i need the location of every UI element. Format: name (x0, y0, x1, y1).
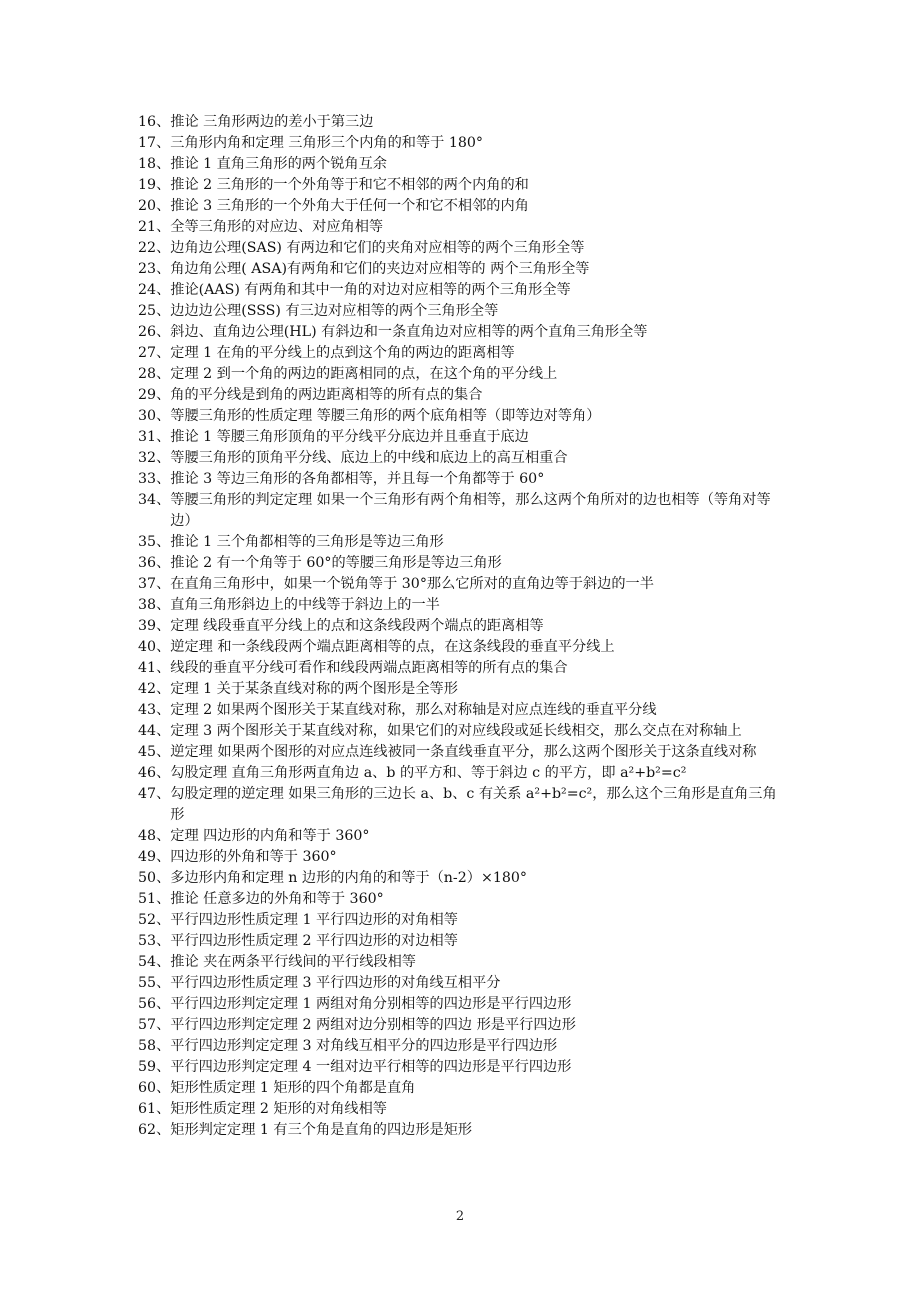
theorem-text: 线段的垂直平分线可看作和线段两端点距离相等的所有点的集合 (170, 660, 568, 676)
theorem-item: 32 、 等腰三角形的顶角平分线、底边上的中线和底边上的高互相重合 (138, 448, 788, 469)
theorem-number: 59 (138, 1059, 157, 1075)
theorem-item: 38 、 直角三角形斜边上的中线等于斜边上的一半 (138, 595, 788, 616)
theorem-item: 35 、 推论 1 三个角都相等的三角形是等边三角形 (138, 532, 788, 553)
theorem-number: 46 (138, 765, 157, 781)
theorem-number: 47 (138, 786, 157, 802)
theorem-item: 31 、 推论 1 等腰三角形顶角的平分线平分底边并且垂直于底边 (138, 427, 788, 448)
theorem-item: 61 、 矩形性质定理 2 矩形的对角线相等 (138, 1099, 788, 1120)
theorem-text: 角边角公理( ASA)有两角和它们的夹边对应相等的 两个三角形全等 (170, 261, 590, 277)
theorem-item: 42 、 定理 1 关于某条直线对称的两个图形是全等形 (138, 679, 788, 700)
theorem-item: 28 、 定理 2 到一个角的两边的距离相同的点，在这个角的平分线上 (138, 364, 788, 385)
theorem-number: 58 (138, 1038, 157, 1054)
theorem-item: 18 、 推论 1 直角三角形的两个锐角互余 (138, 154, 788, 175)
theorem-text: 四边形的外角和等于 360° (170, 849, 337, 865)
theorem-number: 23 (138, 261, 157, 277)
theorem-item: 29 、 角的平分线是到角的两边距离相等的所有点的集合 (138, 385, 788, 406)
page-number: 2 (455, 1209, 465, 1224)
theorem-text: 定理 3 两个图形关于某直线对称，如果它们的对应线段或延长线相交，那么交点在对称轴上 (170, 723, 742, 739)
theorem-number: 62 (138, 1122, 157, 1138)
theorem-item: 25 、 边边边公理(SSS) 有三边对应相等的两个三角形全等 (138, 301, 788, 322)
theorem-number: 20 (138, 198, 157, 214)
theorem-number: 60 (138, 1080, 157, 1096)
theorem-item: 47 、 勾股定理的逆定理 如果三角形的三边长 a、b、c 有关系 a²+b²=c²，那么这个三角形是直角三角形 (138, 784, 788, 826)
theorem-text: 平行四边形性质定理 2 平行四边形的对边相等 (170, 933, 458, 949)
theorem-number: 44 (138, 723, 157, 739)
theorem-number: 49 (138, 849, 157, 865)
theorem-text: 平行四边形判定定理 1 两组对角分别相等的四边形是平行四边形 (170, 996, 572, 1012)
theorem-text: 定理 1 关于某条直线对称的两个图形是全等形 (170, 681, 458, 697)
theorem-number: 28 (138, 366, 157, 382)
theorem-text: 逆定理 和一条线段两个端点距离相等的点，在这条线段的垂直平分线上 (170, 639, 615, 655)
theorem-item: 33 、 推论 3 等边三角形的各角都相等，并且每一个角都等于 60° (138, 469, 788, 490)
theorem-item: 49 、 四边形的外角和等于 360° (138, 847, 788, 868)
theorem-number: 27 (138, 345, 157, 361)
theorem-number: 39 (138, 618, 157, 634)
theorem-text: 斜边、直角边公理(HL) 有斜边和一条直角边对应相等的两个直角三角形全等 (170, 324, 648, 340)
theorem-item: 37 、 在直角三角形中，如果一个锐角等于 30°那么它所对的直角边等于斜边的一半 (138, 574, 788, 595)
theorem-number: 54 (138, 954, 157, 970)
theorem-number: 42 (138, 681, 157, 697)
theorem-number: 30 (138, 408, 157, 424)
theorem-item: 51 、 推论 任意多边的外角和等于 360° (138, 889, 788, 910)
theorem-number: 41 (138, 660, 157, 676)
theorem-item: 50 、 多边形内角和定理 n 边形的内角的和等于（n-2）×180° (138, 868, 788, 889)
theorem-number: 37 (138, 576, 157, 592)
theorem-number: 61 (138, 1101, 157, 1117)
theorem-item: 21 、 全等三角形的对应边、对应角相等 (138, 217, 788, 238)
theorem-text: 多边形内角和定理 n 边形的内角的和等于（n-2）×180° (170, 870, 528, 886)
theorem-number: 45 (138, 744, 157, 760)
theorem-number: 24 (138, 282, 157, 298)
theorem-number: 43 (138, 702, 157, 718)
theorem-text: 推论 任意多边的外角和等于 360° (170, 891, 384, 907)
theorem-number: 50 (138, 870, 157, 886)
theorem-text: 等腰三角形的判定定理 如果一个三角形有两个角相等，那么这两个角所对的边也相等（等角对等边） (170, 492, 771, 529)
theorem-text: 定理 2 到一个角的两边的距离相同的点，在这个角的平分线上 (170, 366, 558, 382)
theorem-text: 矩形性质定理 2 矩形的对角线相等 (170, 1101, 387, 1117)
theorem-text: 逆定理 如果两个图形的对应点连线被同一条直线垂直平分，那么这两个图形关于这条直线对称 (170, 744, 757, 760)
theorem-text: 推论 1 等腰三角形顶角的平分线平分底边并且垂直于底边 (170, 429, 529, 445)
theorem-text: 在直角三角形中，如果一个锐角等于 30°那么它所对的直角边等于斜边的一半 (170, 576, 654, 592)
theorem-number: 21 (138, 219, 157, 235)
theorem-item: 34 、 等腰三角形的判定定理 如果一个三角形有两个角相等，那么这两个角所对的边也相等（等角对等边） (138, 490, 788, 532)
theorem-text: 勾股定理 直角三角形两直角边 a、b 的平方和、等于斜边 c 的平方，即 a²+b²=c² (170, 765, 687, 781)
theorem-number: 56 (138, 996, 157, 1012)
theorem-text: 推论(AAS) 有两角和其中一角的对边对应相等的两个三角形全等 (170, 282, 571, 298)
theorem-item: 60 、 矩形性质定理 1 矩形的四个角都是直角 (138, 1078, 788, 1099)
theorem-item: 36 、 推论 2 有一个角等于 60°的等腰三角形是等边三角形 (138, 553, 788, 574)
theorem-item: 56 、 平行四边形判定定理 1 两组对角分别相等的四边形是平行四边形 (138, 994, 788, 1015)
theorem-text: 推论 夹在两条平行线间的平行线段相等 (170, 954, 416, 970)
theorem-text: 全等三角形的对应边、对应角相等 (170, 219, 384, 235)
theorem-number: 52 (138, 912, 157, 928)
theorem-item: 41 、 线段的垂直平分线可看作和线段两端点距离相等的所有点的集合 (138, 658, 788, 679)
theorem-text: 角的平分线是到角的两边距离相等的所有点的集合 (170, 387, 483, 403)
theorem-list (138, 112, 788, 1141)
theorem-text: 直角三角形斜边上的中线等于斜边上的一半 (170, 597, 440, 613)
theorem-text: 推论 3 三角形的一个外角大于任何一个和它不相邻的内角 (170, 198, 529, 214)
theorem-item: 46 、 勾股定理 直角三角形两直角边 a、b 的平方和、等于斜边 c 的平方，即 a²+b²=c² (138, 763, 788, 784)
theorem-item: 30 、 等腰三角形的性质定理 等腰三角形的两个底角相等（即等边对等角） (138, 406, 788, 427)
theorem-text: 推论 3 等边三角形的各角都相等，并且每一个角都等于 60° (170, 471, 545, 487)
theorem-item: 27 、 定理 1 在角的平分线上的点到这个角的两边的距离相等 (138, 343, 788, 364)
theorem-item: 48 、 定理 四边形的内角和等于 360° (138, 826, 788, 847)
theorem-item: 62 、 矩形判定定理 1 有三个角是直角的四边形是矩形 (138, 1120, 788, 1141)
theorem-item: 44 、 定理 3 两个图形关于某直线对称，如果它们的对应线段或延长线相交，那么交点在对称轴上 (138, 721, 788, 742)
theorem-text: 平行四边形判定定理 2 两组对边分别相等的四边 形是平行四边形 (170, 1017, 576, 1033)
theorem-text: 矩形性质定理 1 矩形的四个角都是直角 (170, 1080, 416, 1096)
theorem-text: 平行四边形判定定理 4 一组对边平行相等的四边形是平行四边形 (170, 1059, 572, 1075)
theorem-item: 52 、 平行四边形性质定理 1 平行四边形的对角相等 (138, 910, 788, 931)
theorem-number: 16 (138, 114, 157, 130)
theorem-text: 三角形内角和定理 三角形三个内角的和等于 180° (170, 135, 484, 151)
theorem-number: 31 (138, 429, 157, 445)
theorem-text: 边角边公理(SAS) 有两边和它们的夹角对应相等的两个三角形全等 (170, 240, 585, 256)
theorem-item: 54 、 推论 夹在两条平行线间的平行线段相等 (138, 952, 788, 973)
theorem-item: 45 、 逆定理 如果两个图形的对应点连线被同一条直线垂直平分，那么这两个图形关于这条直线对称 (138, 742, 788, 763)
theorem-number: 34 (138, 492, 157, 508)
theorem-item: 55 、 平行四边形性质定理 3 平行四边形的对角线互相平分 (138, 973, 788, 994)
theorem-text: 定理 线段垂直平分线上的点和这条线段两个端点的距离相等 (170, 618, 544, 634)
theorem-number: 19 (138, 177, 157, 193)
theorem-number: 35 (138, 534, 157, 550)
theorem-item: 58 、 平行四边形判定定理 3 对角线互相平分的四边形是平行四边形 (138, 1036, 788, 1057)
theorem-item: 40 、 逆定理 和一条线段两个端点距离相等的点，在这条线段的垂直平分线上 (138, 637, 788, 658)
theorem-number: 26 (138, 324, 157, 340)
theorem-text: 平行四边形判定定理 3 对角线互相平分的四边形是平行四边形 (170, 1038, 558, 1054)
theorem-item: 53 、 平行四边形性质定理 2 平行四边形的对边相等 (138, 931, 788, 952)
theorem-text: 平行四边形性质定理 3 平行四边形的对角线互相平分 (170, 975, 501, 991)
theorem-text: 定理 四边形的内角和等于 360° (170, 828, 370, 844)
theorem-number: 25 (138, 303, 157, 319)
theorem-number: 22 (138, 240, 157, 256)
theorem-text: 推论 2 三角形的一个外角等于和它不相邻的两个内角的和 (170, 177, 529, 193)
theorem-text: 推论 1 直角三角形的两个锐角互余 (170, 156, 387, 172)
theorem-text: 定理 1 在角的平分线上的点到这个角的两边的距离相等 (170, 345, 515, 361)
theorem-number: 38 (138, 597, 157, 613)
theorem-item: 22 、 边角边公理(SAS) 有两边和它们的夹角对应相等的两个三角形全等 (138, 238, 788, 259)
theorem-number: 40 (138, 639, 157, 655)
theorem-number: 33 (138, 471, 157, 487)
theorem-number: 51 (138, 891, 157, 907)
theorem-item: 24 、 推论(AAS) 有两角和其中一角的对边对应相等的两个三角形全等 (138, 280, 788, 301)
theorem-text: 勾股定理的逆定理 如果三角形的三边长 a、b、c 有关系 a²+b²=c²，那么这个三角形是直角三角形 (170, 786, 777, 823)
theorem-item: 39 、 定理 线段垂直平分线上的点和这条线段两个端点的距离相等 (138, 616, 788, 637)
theorem-item: 23 、 角边角公理( ASA)有两角和它们的夹边对应相等的 两个三角形全等 (138, 259, 788, 280)
theorem-text: 推论 2 有一个角等于 60°的等腰三角形是等边三角形 (170, 555, 502, 571)
theorem-item: 57 、 平行四边形判定定理 2 两组对边分别相等的四边 形是平行四边形 (138, 1015, 788, 1036)
theorem-text: 定理 2 如果两个图形关于某直线对称，那么对称轴是对应点连线的垂直平分线 (170, 702, 657, 718)
theorem-item: 26 、 斜边、直角边公理(HL) 有斜边和一条直角边对应相等的两个直角三角形全等 (138, 322, 788, 343)
theorem-number: 55 (138, 975, 157, 991)
theorem-text: 边边边公理(SSS) 有三边对应相等的两个三角形全等 (170, 303, 499, 319)
theorem-item: 16 、 推论 三角形两边的差小于第三边 (138, 112, 788, 133)
theorem-text: 推论 三角形两边的差小于第三边 (170, 114, 374, 130)
theorem-text: 推论 1 三个角都相等的三角形是等边三角形 (170, 534, 444, 550)
theorem-item: 20 、 推论 3 三角形的一个外角大于任何一个和它不相邻的内角 (138, 196, 788, 217)
theorem-number: 48 (138, 828, 157, 844)
theorem-text: 等腰三角形的性质定理 等腰三角形的两个底角相等（即等边对等角） (170, 408, 601, 424)
theorem-number: 36 (138, 555, 157, 571)
theorem-text: 平行四边形性质定理 1 平行四边形的对角相等 (170, 912, 458, 928)
theorem-text: 矩形判定定理 1 有三个角是直角的四边形是矩形 (170, 1122, 473, 1138)
theorem-item: 59 、 平行四边形判定定理 4 一组对边平行相等的四边形是平行四边形 (138, 1057, 788, 1078)
theorem-item: 17 、 三角形内角和定理 三角形三个内角的和等于 180° (138, 133, 788, 154)
theorem-text: 等腰三角形的顶角平分线、底边上的中线和底边上的高互相重合 (170, 450, 568, 466)
theorem-number: 57 (138, 1017, 157, 1033)
theorem-number: 53 (138, 933, 157, 949)
theorem-number: 32 (138, 450, 157, 466)
theorem-number: 17 (138, 135, 157, 151)
theorem-item: 43 、 定理 2 如果两个图形关于某直线对称，那么对称轴是对应点连线的垂直平分线 (138, 700, 788, 721)
theorem-number: 18 (138, 156, 157, 172)
theorem-number: 29 (138, 387, 157, 403)
theorem-item: 19 、 推论 2 三角形的一个外角等于和它不相邻的两个内角的和 (138, 175, 788, 196)
